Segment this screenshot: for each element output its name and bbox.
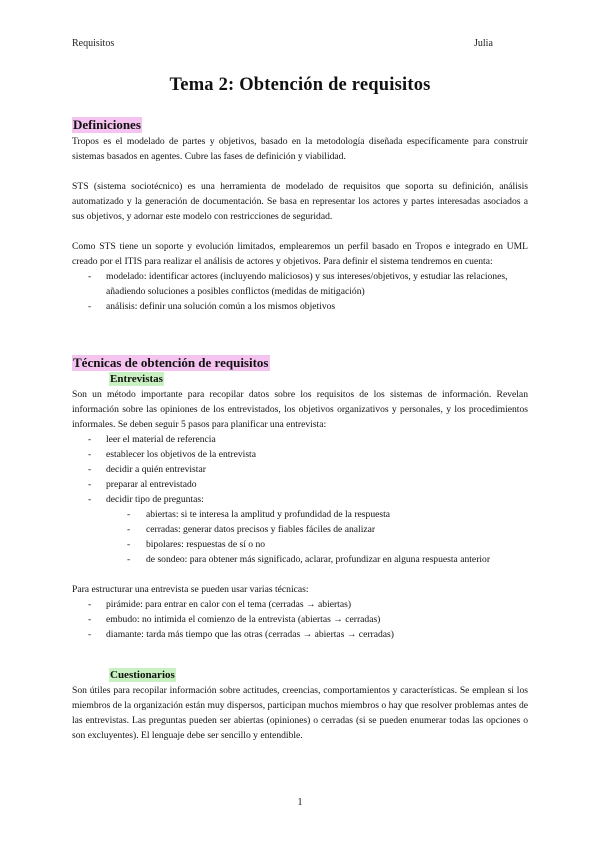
section-cuestionarios xyxy=(72,668,528,743)
list-item: - preparar al entrevistado xyxy=(72,477,528,492)
list-item: - análisis: definir una solución común a los mismos objetivos xyxy=(72,299,528,314)
page-title: Tema 2: Obtención de requisitos xyxy=(169,75,431,95)
list-item: - de sondeo: para obtener más significado, aclarar, profundizar en alguna respuesta anterior xyxy=(72,552,528,567)
list-definiciones xyxy=(72,269,528,314)
paragraph-sts: STS (sistema sociotécnico) es una herramienta de modelado de requisitos que soporta su definición, análisis automatizado y la generación de documentación. Se basa en representar los actores y partes interesadas asociados a sus objetivos, y adornar este modelo con restricciones de seguridad. xyxy=(72,181,528,222)
list-item: - abiertas: si te interesa la amplitud y profundidad de la respuesta xyxy=(72,507,528,522)
list-item: - decidir tipo de preguntas: xyxy=(72,492,528,507)
paragraph-estructura: Para estructurar una entrevista se pueden usar varias técnicas: xyxy=(72,584,309,595)
list-tipos-preguntas xyxy=(72,507,528,567)
list-item: - decidir a quién entrevistar xyxy=(72,462,528,477)
paragraph-tropos: Tropos es el modelado de partes y objetivos, basado en la metodología diseñada específicamente para construir sistemas basados en agentes. Cubre las fases de definición y viabilidad. xyxy=(72,136,528,162)
list-item: - pirámide: para entrar en calor con el tema (cerradas → abiertas) xyxy=(72,597,528,612)
heading-cuestionarios: Cuestionarios xyxy=(110,669,175,681)
list-item: - modelado: identificar actores (incluyendo maliciosos) y sus intereses/objetivos, y estudiar las relaciones, añadiendo soluciones a posibles conflictos (medidas de mitigación) xyxy=(72,269,528,299)
heading-tecnicas: Técnicas de obtención de requisitos xyxy=(73,355,269,370)
list-item: - bipolares: respuestas de sí o no xyxy=(72,537,528,552)
list-item: - embudo: no intimida el comienzo de la entrevista (abiertas → cerradas) xyxy=(72,612,528,627)
header-right: Julia xyxy=(474,38,493,49)
paragraph-cuestionarios: Son útiles para recopilar información sobre actitudes, creencias, comportamientos y características. Se emplean si los miembros de la organización están muy dispersos, participan muchos miembros o hay que resolver problemas antes de las entrevistas. Las preguntas pueden ser abiertas (opiniones) o cerradas (si se pueden enumerar todas las opciones o son excluyentes). El lenguaje debe ser sencillo y entendible. xyxy=(72,685,528,741)
header-left: Requisitos xyxy=(72,38,115,49)
list-item: - establecer los objetivos de la entrevista xyxy=(72,447,528,462)
list-estructuras xyxy=(72,597,528,642)
paragraph-entrevistas: Son un método importante para recopilar datos sobre los requisitos de los sistemas de información. Revelan información sobre las opiniones de los entrevistados, los objetivos organizativos y personales, y los procedimientos informales. Se deben seguir 5 pasos para planificar una entrevista: xyxy=(72,389,528,430)
heading-definiciones: Definiciones xyxy=(73,117,141,132)
section-tecnicas xyxy=(72,355,528,642)
paragraph-perfil: Como STS tiene un soporte y evolución limitados, emplearemos un perfil basado en Tropos e integrado en UML creado por el ITIS para realizar el análisis de actores y objetivos. Para definir el sistema tendremos en cuenta: xyxy=(72,241,528,267)
list-item: - leer el material de referencia xyxy=(72,432,528,447)
heading-entrevistas: Entrevistas xyxy=(110,373,163,385)
section-definiciones xyxy=(72,117,528,314)
list-pasos-entrevista xyxy=(72,432,528,507)
list-item: - cerradas: generar datos precisos y fiables fáciles de analizar xyxy=(72,522,528,537)
page-number: 1 xyxy=(297,797,303,808)
list-item: - diamante: tarda más tiempo que las otras (cerradas → abiertas → cerradas) xyxy=(72,627,528,642)
